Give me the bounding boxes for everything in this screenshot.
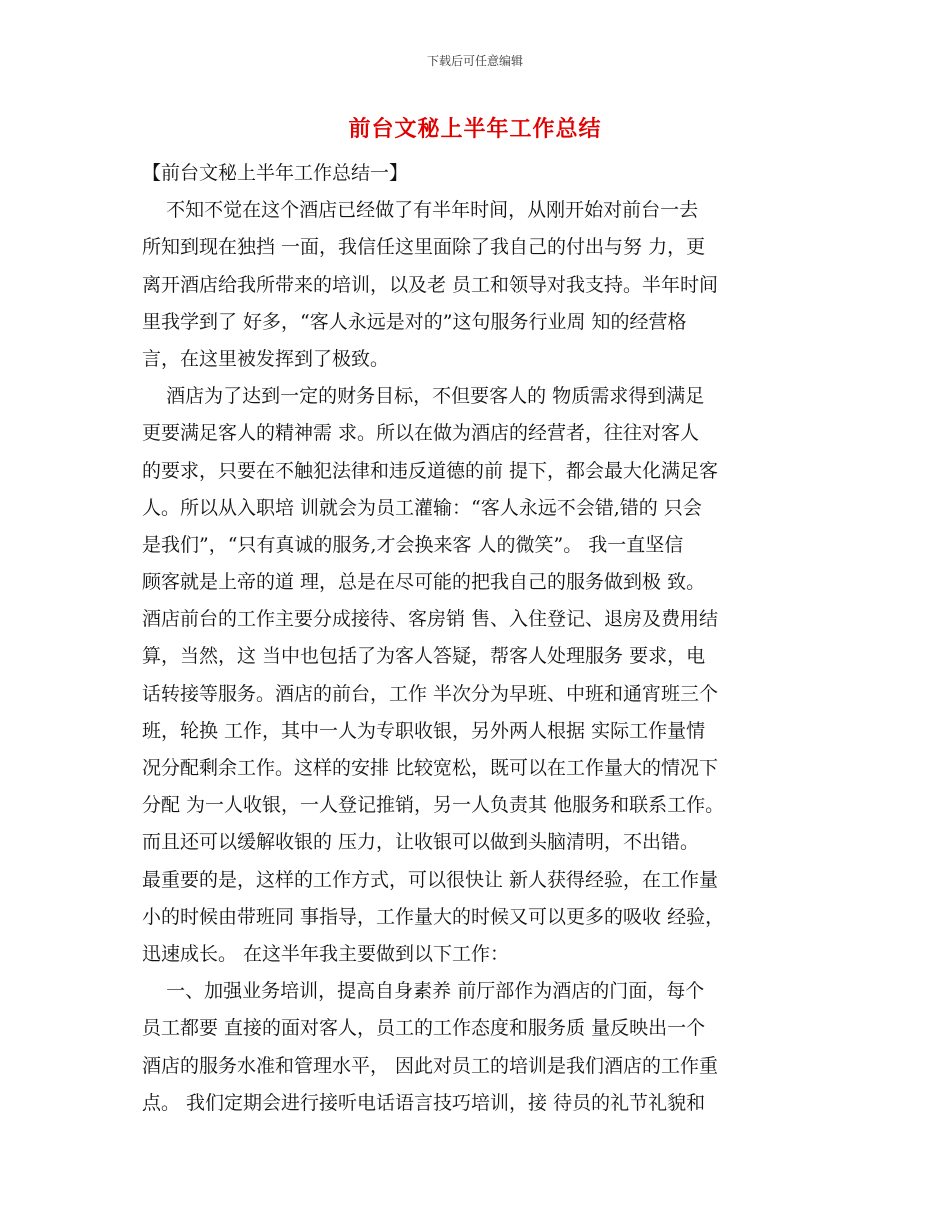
text-line: 顾客就是上帝的道 理，总是在尽可能的把我自己的服务做到极 致。 <box>142 571 706 594</box>
text-line: 分配 为一人收银，一人登记推销，另一人负责其 他服务和联系工作。 <box>142 794 725 817</box>
text-line: 离开酒店给我所带来的培训，以及老 员工和领导对我支持。半年时间 <box>142 273 719 296</box>
text-line: 的要求，只要在不触犯法律和违反道德的前 提下，都会最大化满足客 <box>142 459 719 482</box>
text-line: 最重要的是，这样的工作方式，可以很快让 新人获得经验，在工作量 <box>142 868 719 891</box>
text-line: 况分配剩余工作。这样的安排 比较宽松，既可以在工作量大的情况下 <box>142 757 719 779</box>
text-line: 是我们”，“只有真诚的服务,才会换来客 人的微笑”。 我一直坚信 <box>142 533 684 556</box>
text-line: 所知到现在独挡 一面，我信任这里面除了我自己的付出与努 力，更 <box>142 236 706 259</box>
text-line: 而且还可以缓解收银的 压力，让收银可以做到头脑清明，不出错。 <box>142 831 700 854</box>
text-line: 更要满足客人的精神需 求。所以在做为酒店的经营者，往往对客人 <box>142 422 700 445</box>
text-line: 不知不觉在这个酒店已经做了有半年时间，从刚开始对前台一去 <box>142 199 699 222</box>
text-line: 人。所以从入职培 训就会为员工灌输：“客人永远不会错,错的 只会 <box>142 496 702 519</box>
text-line: 班，轮换 工作，其中一人为专职收银，另外两人根据 实际工作量情 <box>142 719 706 742</box>
text-line: 一、加强业务培训，提高自身素养 前厅部作为酒店的门面，每个 <box>142 980 705 1003</box>
text-line: 小的时候由带班同 事指导，工作量大的时候又可以更多的吸收 经验， <box>142 905 725 928</box>
text-line: 【前台文秘上半年工作总结一】 <box>142 162 409 184</box>
page-header: 下载后可任意编辑 <box>426 54 523 68</box>
text-line: 里我学到了 好多，“客人永远是对的”这句服务行业周 知的经营格 <box>142 310 687 333</box>
text-line: 员工都要 直接的面对客人，员工的工作态度和服务质 量反映出一个 <box>142 1017 706 1040</box>
text-line: 话转接等服务。酒店的前台，工作 半次分为早班、中班和通宵班三个 <box>142 682 719 705</box>
text-line: 酒店前台的工作主要分成接待、客房销 售、入住登记、退房及费用结 <box>142 608 719 631</box>
text-line: 算，当然，这 当中也包括了为客人答疑，帮客人处理服务 要求，电 <box>142 645 706 668</box>
text-line: 酒店的服务水准和管理水平， 因此对员工的培训是我们酒店的工作重 <box>142 1054 719 1077</box>
text-line: 点。 我们定期会进行接听电话语言技巧培训，接 待员的礼节礼貌和 <box>142 1091 706 1114</box>
document-body <box>142 155 810 1122</box>
text-line: 迅速成长。 在这半年我主要做到以下工作： <box>142 942 510 965</box>
document-title: 前台文秘上半年工作总结 <box>348 117 602 142</box>
text-line: 酒店为了达到一定的财务目标，不但要客人的 物质需求得到满足 <box>142 385 705 408</box>
text-line: 言，在这里被发挥到了极致。 <box>142 347 390 370</box>
